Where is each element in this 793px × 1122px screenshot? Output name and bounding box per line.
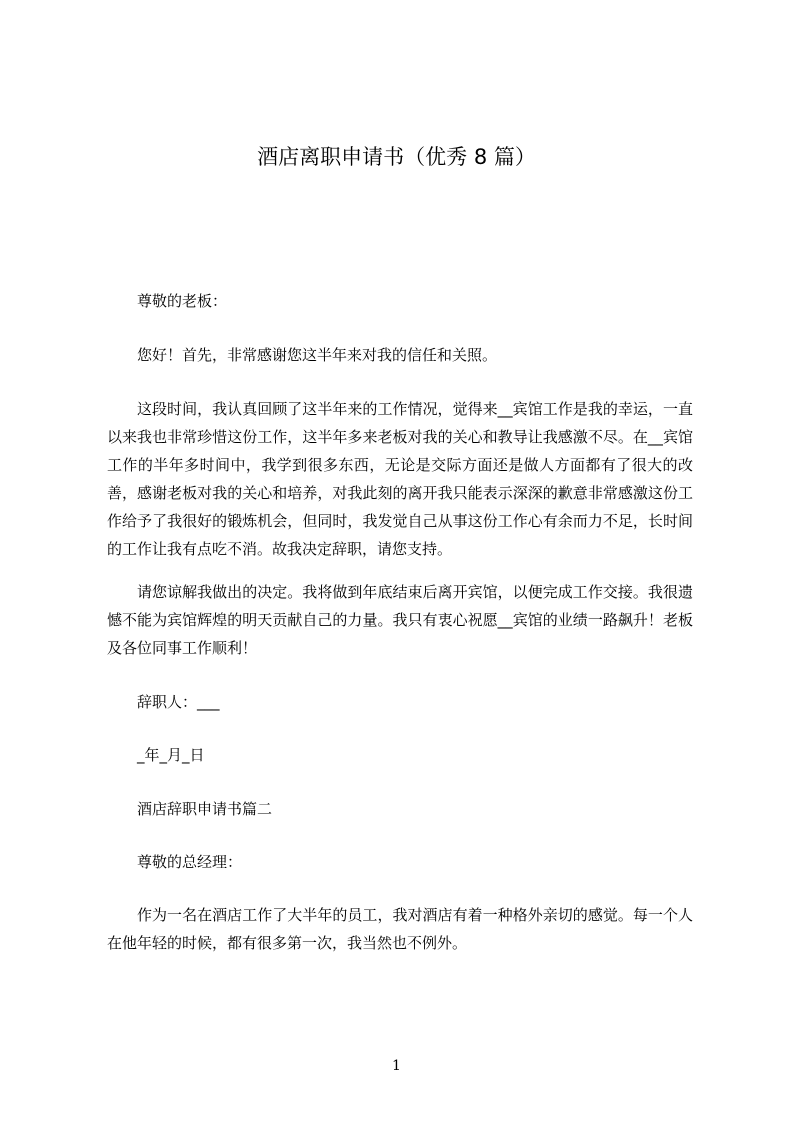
body-paragraph-1: 这段时间，我认真回顾了这半年来的工作情况，觉得来__宾馆工作是我的幸运，一直以来我也非常珍惜这份工作，这半年多来老板对我的关心和教导让我感激不尽。在__宾馆工作的半年多时间中，我学到很多东西，无论是交际方面还是做人方面都有了很大的改善，感谢老板对我的关心和培养，对我此刻的离开我只能表示深深的歉意非常感激这份工作给予了我很好的锻炼机会，但同时，我发觉自己从事这份工作心有余而力不足，长时间的工作让我有点吃不消。故我决定辞职，请您支持。	[107, 400, 693, 558]
greeting-line: 您好！首先，非常感谢您这半年来对我的信任和关照。	[137, 346, 498, 364]
page-number: 1	[392, 1058, 401, 1074]
signer-line: 辞职人：___	[137, 693, 220, 711]
date-line: _年_月_日	[137, 746, 205, 764]
body-paragraph-2: 请您谅解我做出的决定。我将做到年底结束后离开宾馆，以便完成工作交接。我很遗憾不能为宾馆辉煌的明天贡献自己的力量。我只有衷心祝愿__宾馆的业绩一路飙升！老板及各位同事工作顺利！	[107, 583, 693, 657]
salutation-general-manager: 尊敬的总经理：	[137, 853, 243, 871]
document-title: 酒店离职申请书（优秀 8 篇）	[257, 145, 536, 169]
salutation-boss: 尊敬的老板：	[137, 292, 228, 310]
body-paragraph-3: 作为一名在酒店工作了大半年的员工，我对酒店有着一种格外亲切的感觉。每一个人在他年轻的时候，都有很多第一次，我当然也不例外。	[107, 906, 693, 952]
section-2-heading: 酒店辞职申请书篇二	[137, 800, 273, 818]
